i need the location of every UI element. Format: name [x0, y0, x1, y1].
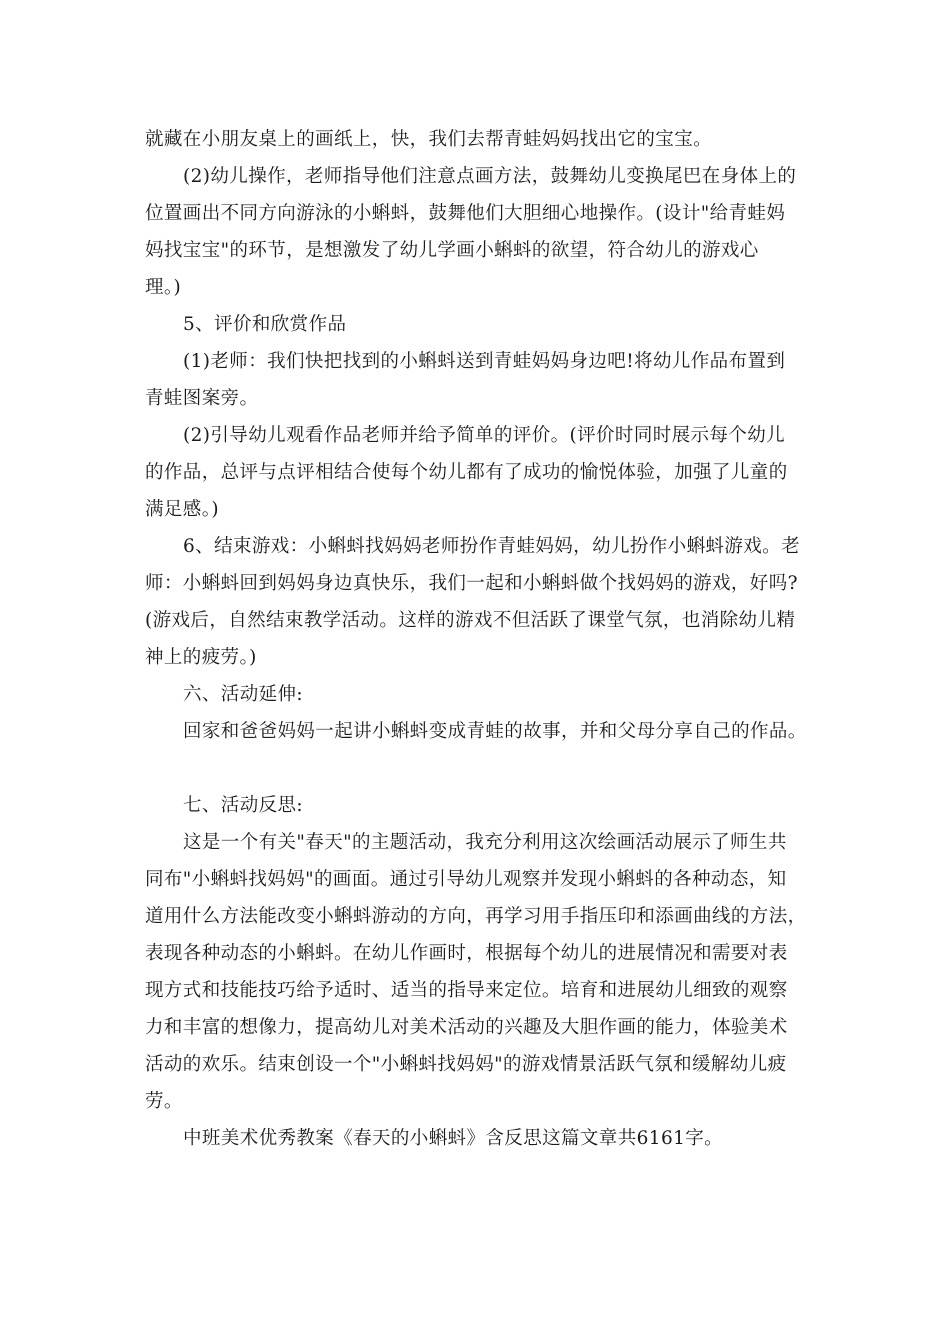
text-line: (2)幼儿操作，老师指导他们注意点画方法，鼓舞幼儿变换尾巴在身体上的: [183, 166, 797, 187]
text-line: 的作品，总评与点评相结合使每个幼儿都有了成功的愉悦体验，加强了儿童的: [145, 462, 788, 483]
text-line: 满足感。): [145, 499, 219, 520]
text-line: 力和丰富的想像力，提高幼儿对美术活动的兴趣及大胆作画的能力，体验美术: [145, 1017, 788, 1038]
text-line: 位置画出不同方向游泳的小蝌蚪，鼓舞他们大胆细心地操作。(设计"给青蛙妈: [145, 203, 786, 224]
text-line: 6、结束游戏：小蝌蚪找妈妈老师扮作青蛙妈妈，幼儿扮作小蝌蚪游戏。老: [183, 536, 800, 557]
text-line: 道用什么方法能改变小蝌蚪游动的方向，再学习用手指压印和添画曲线的方法，: [145, 906, 807, 927]
text-line: 就藏在小朋友桌上的画纸上，快，我们去帮青蛙妈妈找出它的宝宝。: [145, 129, 713, 150]
section-heading: 七、活动反思:: [183, 795, 304, 816]
text-line: 青蛙图案旁。: [145, 388, 259, 409]
text-line: (1)老师：我们快把找到的小蝌蚪送到青蛙妈妈身边吧!将幼儿作品布置到: [183, 351, 786, 372]
text-line: 中班美术优秀教案《春天的小蝌蚪》含反思这篇文章共6161字。: [183, 1128, 724, 1149]
text-line: 劳。: [145, 1091, 183, 1112]
section-heading: 六、活动延伸:: [183, 684, 304, 705]
text-line: 神上的疲劳。): [145, 647, 257, 668]
text-line: 理。): [145, 277, 182, 298]
text-line: 妈找宝宝"的环节，是想激发了幼儿学画小蝌蚪的欲望，符合幼儿的游戏心: [145, 240, 759, 261]
text-line: 现方式和技能技巧给予适时、适当的指导来定位。培育和进展幼儿细致的观察: [145, 980, 788, 1001]
text-line: 活动的欢乐。结束创设一个"小蝌蚪找妈妈"的游戏情景活跃气氛和缓解幼儿疲: [145, 1054, 787, 1075]
text-line: 师：小蝌蚪回到妈妈身边真快乐，我们一起和小蝌蚪做个找妈妈的游戏，好吗?: [145, 573, 798, 594]
text-line: 这是一个有关"春天"的主题活动，我充分利用这次绘画活动展示了师生共: [183, 832, 787, 853]
section-heading: 5、评价和欣赏作品: [183, 314, 347, 335]
text-line: (2)引导幼儿观看作品老师并给予简单的评价。(评价时同时展示每个幼儿: [183, 425, 786, 446]
text-line: 回家和爸爸妈妈一起讲小蝌蚪变成青蛙的故事，并和父母分享自己的作品。: [183, 721, 807, 742]
text-line: 同布"小蝌蚪找妈妈"的画面。通过引导幼儿观察并发现小蝌蚪的各种动态，知: [145, 869, 787, 890]
text-line: 表现各种动态的小蝌蚪。在幼儿作画时，根据每个幼儿的进展情况和需要对表: [145, 943, 788, 964]
text-line: (游戏后，自然结束教学活动。这样的游戏不但活跃了课堂气氛，也消除幼儿精: [145, 610, 796, 631]
